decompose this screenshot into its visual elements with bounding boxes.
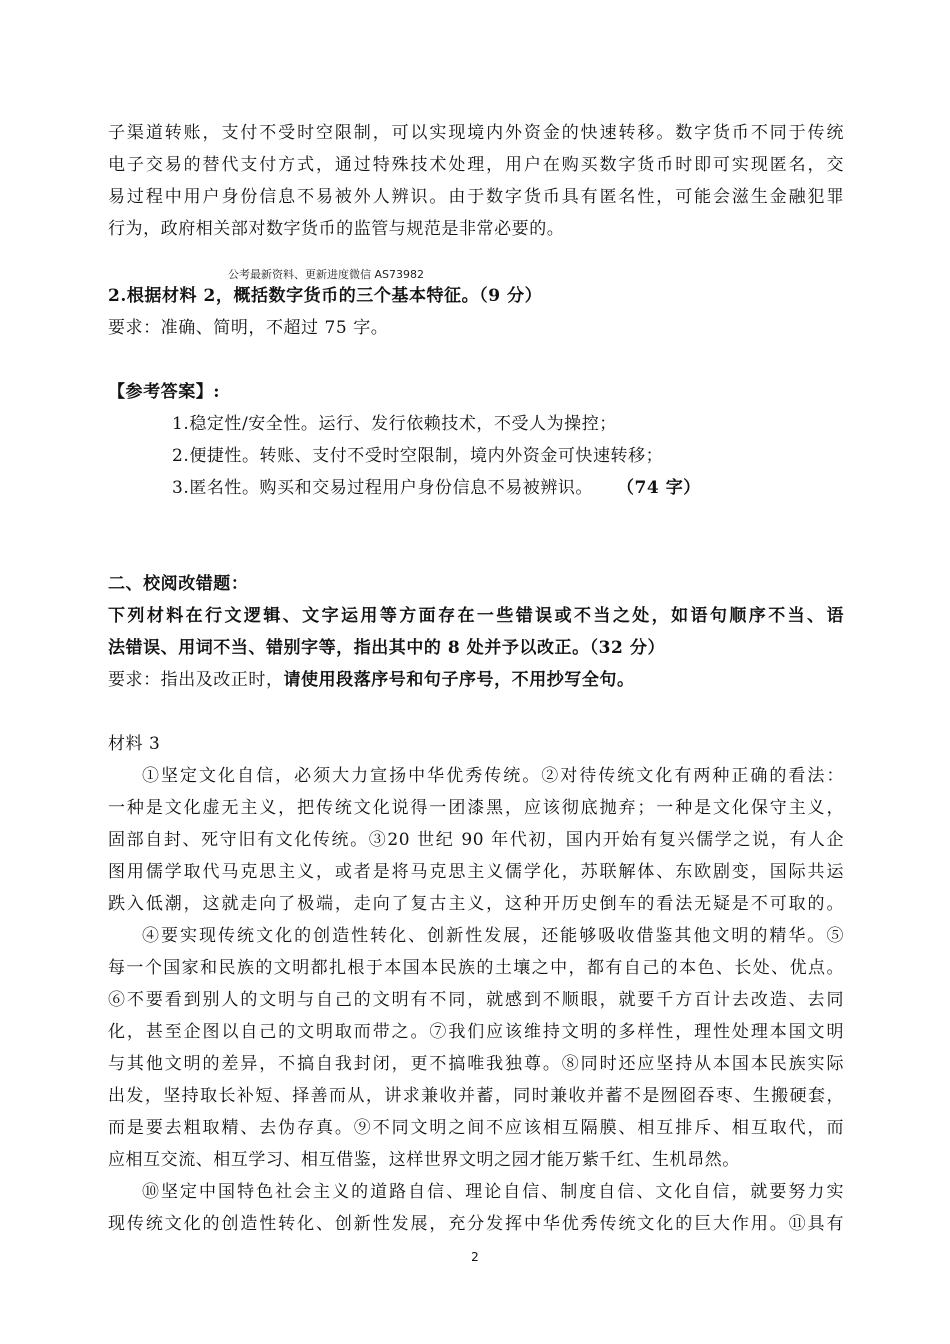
material3-line-14: ⑩坚定中国特色社会主义的道路自信、理论自信、制度自信、文化自信，就要努力实 [142,1182,844,1202]
reference-answer-heading: 【参考答案】: [108,382,221,402]
material3-line-5: 跌入低潮，这就走向了极端，走向了复古主义，这种开历史倒车的看法无疑是不可取的。 [108,894,844,914]
material3-line-13: 应相互交流、相互学习、相互借鉴，这样世界文明之园才能万紫千红、生机昂然。 [108,1150,740,1170]
material3-line-10: 与其他文明的差异，不搞自我封闭，更不搞唯我独尊。⑧同时还应坚持从本国本民族实际 [108,1054,844,1074]
section2-requirement-bold: 请使用段落序号和句子序号，不用抄写全句。 [283,670,635,690]
material3-line-6: ④要实现传统文化的创造性转化、创新性发展，还能够吸收借鉴其他文明的精华。⑤ [142,926,844,946]
word-count: （74 字） [616,478,701,498]
page-number: 2 [471,1250,479,1264]
material3-line-7: 每一个国家和民族的文明都扎根于本国本民族的土壤之中，都有自己的本色、长处、优点。 [108,958,844,978]
material3-line-3: 固部自封、死守旧有文化传统。③20 世纪 90 年代初，国内开始有复兴儒学之说，有人企 [108,830,844,850]
question2-requirement: 要求：准确、简明，不超过 75 字。 [108,318,389,338]
section2-requirement [108,668,844,692]
material2-line-3: 易过程中用户身份信息不易被外人辨识。由于数字货币具有匿名性，可能会滋生金融犯罪 [108,187,844,207]
section2-heading: 二、校阅改错题： [108,574,249,594]
material2-line-2: 电子交易的替代支付方式，通过特殊技术处理，用户在购买数字货币时即可实现匿名，交 [108,155,844,175]
question2-title: 2.根据材料 2，概括数字货币的三个基本特征。（9 分） [108,286,543,306]
answer-item-2: 2.便捷性。转账、支付不受时空限制，境内外资金可快速转移； [172,446,664,466]
material3-line-15: 现传统文化的创造性转化、创新性发展，充分发挥中华优秀传统文化的巨大作用。⑪具有 [108,1214,844,1234]
material3-line-12: 而是要去粗取精、去伪存真。⑨不同文明之间不应该相互隔膜、相互排斥、相互取代，而 [108,1118,844,1138]
section2-instruction-line-1: 下列材料在行文逻辑、文字运用等方面存在一些错误或不当之处，如语句顺序不当、语 [108,606,844,626]
section2-instruction-line-2: 法错误、用词不当、错别字等，指出其中的 8 处并予以改正。（32 分） [108,638,665,658]
answer-item-1: 1.稳定性/安全性。运行、发行依赖技术，不受人为操控； [172,414,617,434]
material3-line-2: 一种是文化虚无主义，把传统文化说得一团漆黑，应该彻底抛弃；一种是文化保守主义， [108,798,844,818]
watermark-text: 公考最新资料、更新进度微信 AS73982 [228,268,424,281]
material2-line-1: 子渠道转账，支付不受时空限制，可以实现境内外资金的快速转移。数字货币不同于传统 [108,123,844,143]
material3-line-4: 图用儒学取代马克思主义，或者是将马克思主义儒学化，苏联解体、东欧剧变，国际共运 [108,862,844,882]
section2-requirement-prefix: 要求：指出及改正时， [108,670,284,690]
answer-item-3-text: 3.匿名性。购买和交易过程用户身份信息不易被辨识。 [172,478,593,498]
material2-line-4: 行为，政府相关部对数字货币的监管与规范是非常必要的。 [108,219,565,239]
answer-item-3 [172,476,701,500]
material3-label: 材料 3 [108,734,161,754]
material3-line-8: ⑥不要看到别人的文明与自己的文明有不同，就感到不顺眼，就要千方百计去改造、去同 [108,990,844,1010]
material3-line-1: ①坚定文化自信，必须大力宣扬中华优秀传统。②对待传统文化有两种正确的看法： [142,766,844,786]
material3-line-11: 出发，坚持取长补短、择善而从，讲求兼收并蓄，同时兼收并蓄不是囫囵吞枣、生搬硬套， [108,1086,844,1106]
material3-line-9: 化，甚至企图以自己的文明取而带之。⑦我们应该维持文明的多样性，理性处理本国文明 [108,1022,844,1042]
